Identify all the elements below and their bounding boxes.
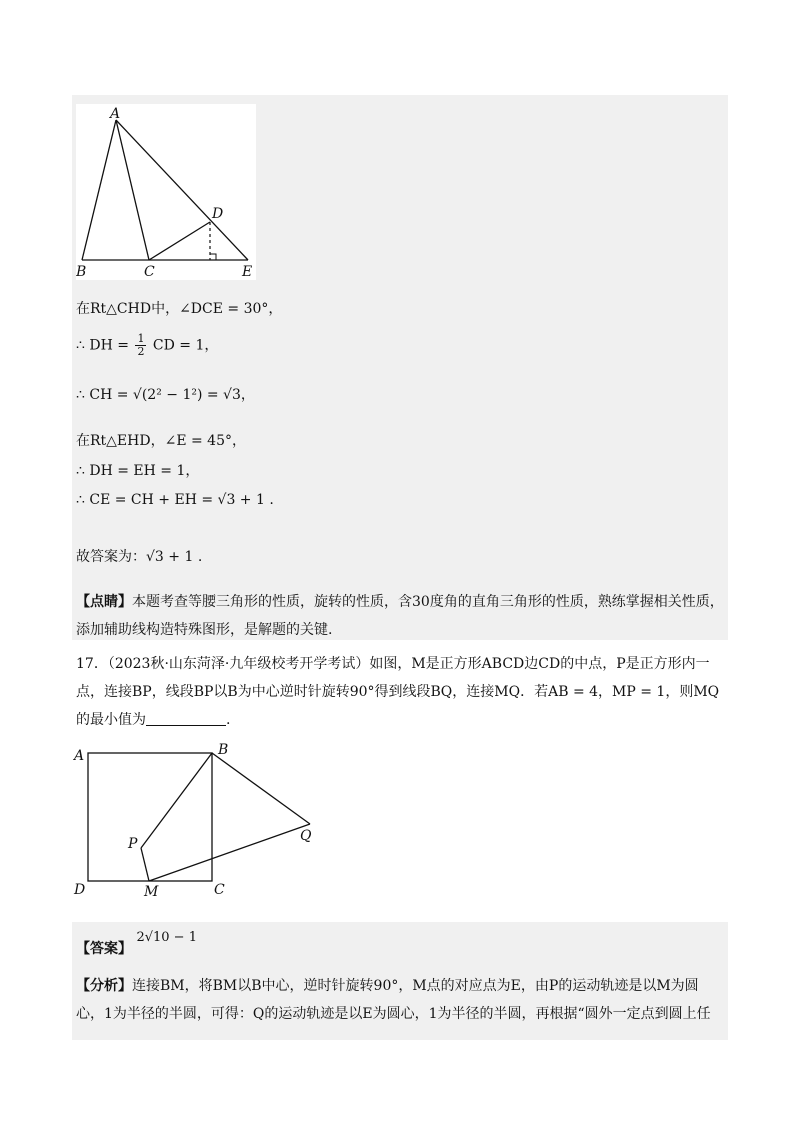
problem-17-text: 17．（2023秋·山东菏泽·九年级校考开学考试）如图，M是正方形ABCD边CD的中点，P是正方形内一点，连接BP，线段BP以B为中心逆时针旋转90°得到线段BQ，连接MQ．若AB = 4，MP = 1，则MQ的最小值为 .	[76, 656, 720, 728]
label-B: B	[76, 264, 87, 280]
label-C: C	[144, 264, 155, 280]
label-B: B	[218, 742, 229, 758]
solution-line-2	[76, 333, 218, 358]
problem-17-statement: 17．（2023秋·山东菏泽·九年级校考开学考试）如图，M是正方形ABCD边CD的中点，P是正方形内一点，连接BP，线段BP以B为中心逆时针旋转90°得到线段BQ，连接MQ．若AB = 4，MP = 1，则MQ的最小值为	[76, 656, 720, 728]
solution-line-1: 在Rt△CHD中，∠DCE = 30°，	[76, 301, 283, 317]
figure-triangle-abe	[76, 104, 256, 280]
answer-blank	[146, 711, 226, 726]
comment-paragraph	[76, 588, 726, 644]
comment-text: 本题考查等腰三角形的性质，旋转的性质，含30度角的直角三角形的性质，熟练掌握相关性质，添加辅助线构造特殊图形，是解题的关键.	[76, 594, 724, 638]
label-E: E	[242, 264, 253, 280]
square-diagram	[72, 740, 332, 900]
solution-line-3: ∴ CH = √(2² − 1²) = √3，	[76, 387, 255, 403]
answer-value: 2√10 − 1	[136, 930, 197, 945]
dh-suffix: CD = 1，	[152, 337, 219, 354]
analysis-tag: 【分析】	[76, 978, 132, 994]
analysis-text: 连接BM，将BM以B中心，逆时针旋转90°，M点的对应点为E，由P的运动轨迹是以M为圆心，1为半径的半圆，可得：Q的运动轨迹是以E为圆心，1为半径的半圆，再根据“圆外一定点到圆上任	[76, 978, 711, 1022]
answer-line	[76, 930, 197, 957]
solution-line-6: ∴ CE = CH + EH = √3 + 1 .	[76, 492, 274, 508]
figure-square-abcd	[72, 740, 332, 900]
fraction-one-half: $\frac{1}{2}$	[137, 332, 145, 358]
label-A: A	[74, 748, 85, 764]
triangle-diagram	[76, 104, 256, 280]
answer-summary: 故答案为：√3 + 1 .	[76, 549, 203, 565]
answer-tag: 【答案】	[76, 941, 132, 957]
dh-prefix: ∴ DH =	[76, 337, 129, 354]
comment-tag: 【点睛】	[76, 594, 132, 610]
solution-line-4: 在Rt△EHD，∠E = 45°，	[76, 433, 246, 449]
label-P: P	[128, 836, 138, 852]
label-C: C	[214, 882, 225, 898]
label-D: D	[212, 206, 224, 222]
analysis-paragraph	[76, 972, 726, 1028]
solution-line-5: ∴ DH = EH = 1，	[76, 463, 200, 479]
label-M: M	[144, 884, 159, 900]
label-Q: Q	[300, 828, 312, 844]
label-D: D	[74, 882, 86, 898]
label-A: A	[110, 106, 121, 122]
